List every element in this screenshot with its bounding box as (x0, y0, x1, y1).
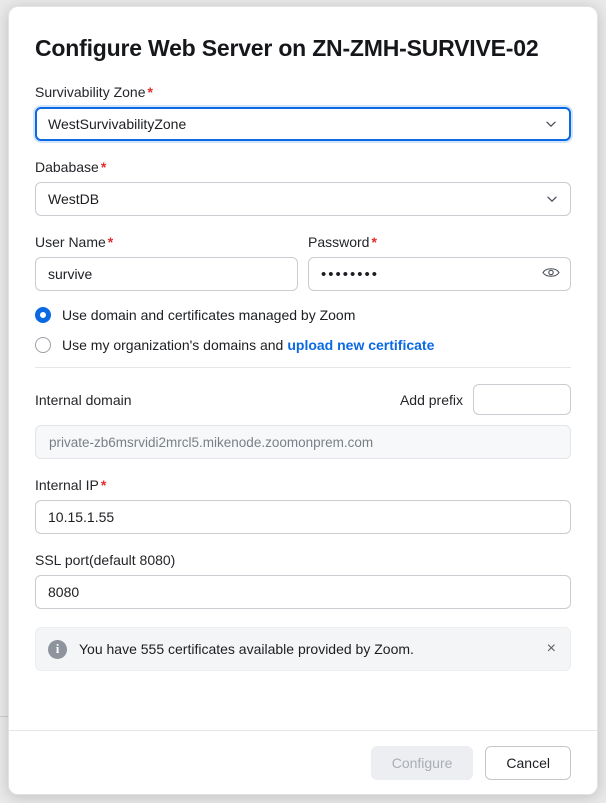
internal-domain-row (35, 384, 571, 415)
field-survivability-zone (35, 84, 571, 141)
required-asterisk: * (371, 234, 377, 250)
chevron-down-icon (545, 192, 559, 206)
username-input[interactable] (35, 257, 298, 291)
radio-managed-by-zoom-label: Use domain and certificates managed by Zoom (62, 307, 356, 323)
database-label (35, 159, 571, 175)
field-username (35, 234, 298, 291)
survivability-zone-label (35, 84, 571, 100)
chevron-down-icon (544, 117, 558, 131)
internal-domain-value: private-zb6msrvidi2mrcl5.mikenode.zoomonprem.com (35, 425, 571, 459)
required-asterisk: * (100, 159, 107, 175)
ssl-port-label: SSL port(default 8080) (35, 552, 176, 568)
username-label-text: User Name (35, 234, 106, 250)
certificates-notice (35, 627, 571, 671)
upload-new-certificate-link[interactable]: upload new certificate (287, 337, 435, 353)
field-ssl-port (35, 552, 571, 609)
configure-button[interactable]: Configure (371, 746, 474, 780)
ssl-port-value: 8080 (48, 584, 80, 600)
cancel-button[interactable]: Cancel (485, 746, 571, 780)
required-asterisk: * (147, 84, 153, 100)
field-password (308, 234, 571, 291)
add-prefix-label: Add prefix (399, 391, 463, 408)
password-input[interactable] (308, 257, 571, 291)
credentials-row (35, 234, 571, 291)
radio-managed-by-zoom[interactable] (35, 307, 571, 323)
radio-button-unselected[interactable] (35, 337, 51, 353)
info-icon: i (48, 640, 67, 659)
dialog-body (9, 7, 597, 671)
username-label (35, 234, 298, 250)
survivability-zone-select[interactable] (35, 107, 571, 141)
add-prefix-group (400, 384, 571, 415)
database-value: WestDB (48, 191, 100, 207)
dialog-footer (9, 730, 597, 794)
field-internal-ip (35, 477, 571, 534)
close-icon[interactable]: × (546, 640, 556, 657)
add-prefix-input[interactable] (473, 384, 571, 415)
radio-own-domain[interactable] (35, 337, 571, 353)
internal-ip-value: 10.15.1.55 (48, 509, 115, 525)
password-label-text: Password (308, 234, 370, 250)
certificates-notice-text: You have 555 certificates available provided by Zoom. (79, 641, 414, 657)
internal-ip-label (35, 477, 571, 493)
password-label (308, 234, 571, 250)
database-select[interactable] (35, 182, 571, 216)
database-label-text: Dababase (35, 159, 99, 175)
radio-own-domain-label: Use my organization's domains and (62, 337, 284, 353)
eye-icon[interactable] (542, 266, 560, 282)
survivability-zone-value: WestSurvivabilityZone (48, 116, 187, 132)
radio-button-selected[interactable] (35, 307, 51, 323)
ssl-port-input[interactable] (35, 575, 571, 609)
internal-ip-label-text: Internal IP (35, 477, 99, 493)
section-divider (35, 367, 571, 368)
internal-domain-label: Internal domain (35, 391, 132, 408)
page-title: Configure Web Server on ZN-ZMH-SURVIVE-02 (35, 35, 539, 61)
username-value: survive (48, 266, 93, 282)
password-value: •••••••• (321, 265, 380, 283)
required-asterisk: * (100, 477, 107, 493)
configure-web-server-dialog (8, 6, 598, 795)
required-asterisk: * (107, 234, 114, 250)
internal-ip-input[interactable] (35, 500, 571, 534)
field-database (35, 159, 571, 216)
survivability-zone-label-text: Survivability Zone (35, 84, 146, 100)
